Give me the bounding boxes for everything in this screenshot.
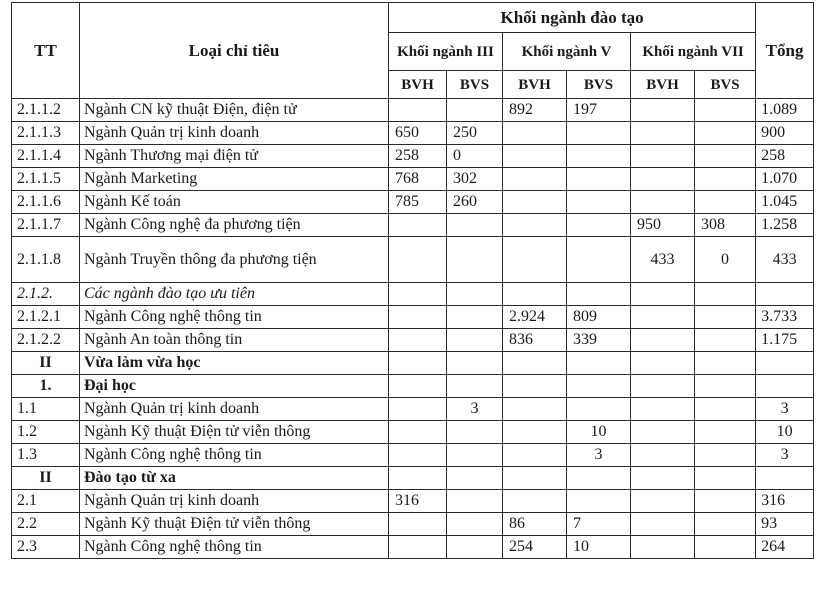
row-name: Ngành Kỹ thuật Điện tử viễn thông — [80, 513, 389, 536]
row-value — [447, 283, 503, 306]
row-value — [695, 283, 756, 306]
row-total: 1.175 — [756, 329, 814, 352]
enrollment-quota-table — [11, 2, 814, 559]
row-total: 10 — [756, 421, 814, 444]
row-value — [389, 329, 447, 352]
table-row — [12, 421, 814, 444]
row-tt: 2.1 — [12, 490, 80, 513]
row-value — [389, 99, 447, 122]
row-value — [447, 490, 503, 513]
row-value: 7 — [567, 513, 631, 536]
row-value — [631, 122, 695, 145]
row-value — [389, 214, 447, 237]
row-value — [447, 352, 503, 375]
row-value — [503, 237, 567, 283]
row-value — [695, 329, 756, 352]
row-value — [503, 375, 567, 398]
row-total: 258 — [756, 145, 814, 168]
row-value — [389, 306, 447, 329]
row-total — [756, 283, 814, 306]
row-value — [695, 191, 756, 214]
row-tt: 2.2 — [12, 513, 80, 536]
row-total: 316 — [756, 490, 814, 513]
row-value — [631, 329, 695, 352]
row-value — [389, 536, 447, 559]
row-name: Ngành Công nghệ thông tin — [80, 444, 389, 467]
row-value — [631, 168, 695, 191]
row-name: Ngành Kế toán — [80, 191, 389, 214]
row-value — [567, 145, 631, 168]
row-tt: 2.1.1.2 — [12, 99, 80, 122]
row-value: 950 — [631, 214, 695, 237]
row-value — [447, 237, 503, 283]
row-tt: 2.1.1.8 — [12, 237, 80, 283]
header-bvs-1: BVS — [447, 71, 503, 99]
row-value — [503, 421, 567, 444]
row-tt: 1.3 — [12, 444, 80, 467]
table-row — [12, 306, 814, 329]
table-row — [12, 237, 814, 283]
row-value — [503, 444, 567, 467]
row-value: 809 — [567, 306, 631, 329]
row-value — [567, 191, 631, 214]
row-value — [631, 306, 695, 329]
row-value — [447, 444, 503, 467]
row-value — [503, 352, 567, 375]
row-value — [389, 352, 447, 375]
header-loai-chi-tieu: Loại chỉ tiêu — [80, 3, 389, 99]
row-value: 86 — [503, 513, 567, 536]
row-value: 3 — [447, 398, 503, 421]
row-tt: II — [12, 467, 80, 490]
row-value: 768 — [389, 168, 447, 191]
row-total — [756, 375, 814, 398]
enrollment-table-container — [11, 2, 814, 559]
row-value — [631, 145, 695, 168]
row-total — [756, 352, 814, 375]
row-value: 785 — [389, 191, 447, 214]
row-value — [631, 352, 695, 375]
row-value — [503, 467, 567, 490]
row-value — [447, 467, 503, 490]
row-total: 3 — [756, 444, 814, 467]
table-row — [12, 352, 814, 375]
table-row — [12, 145, 814, 168]
row-value — [503, 191, 567, 214]
table-row — [12, 375, 814, 398]
row-value — [389, 513, 447, 536]
row-value — [447, 214, 503, 237]
row-tt: II — [12, 352, 80, 375]
row-value — [389, 237, 447, 283]
row-value: 10 — [567, 421, 631, 444]
row-value — [447, 536, 503, 559]
row-value: 254 — [503, 536, 567, 559]
row-value — [503, 490, 567, 513]
row-value — [389, 467, 447, 490]
row-value: 250 — [447, 122, 503, 145]
row-value — [447, 421, 503, 444]
row-value — [631, 375, 695, 398]
row-total: 3.733 — [756, 306, 814, 329]
table-row — [12, 283, 814, 306]
row-value — [567, 398, 631, 421]
row-value: 0 — [695, 237, 756, 283]
row-value — [695, 467, 756, 490]
row-value — [695, 444, 756, 467]
row-value — [389, 283, 447, 306]
row-value: 836 — [503, 329, 567, 352]
row-tt: 1. — [12, 375, 80, 398]
row-value — [503, 398, 567, 421]
row-name: Ngành Công nghệ đa phương tiện — [80, 214, 389, 237]
row-tt: 2.1.2.2 — [12, 329, 80, 352]
row-tt: 2.1.1.4 — [12, 145, 80, 168]
row-value — [567, 352, 631, 375]
row-value: 308 — [695, 214, 756, 237]
row-name: Ngành Marketing — [80, 168, 389, 191]
row-tt: 2.1.1.3 — [12, 122, 80, 145]
table-row — [12, 398, 814, 421]
row-value: 197 — [567, 99, 631, 122]
row-value: 258 — [389, 145, 447, 168]
row-value — [567, 214, 631, 237]
row-total: 3 — [756, 398, 814, 421]
header-tong: Tổng — [756, 3, 814, 99]
row-value — [567, 122, 631, 145]
row-name: Ngành Quản trị kinh doanh — [80, 398, 389, 421]
table-row — [12, 444, 814, 467]
table-row — [12, 329, 814, 352]
row-tt: 2.1.1.7 — [12, 214, 80, 237]
row-value — [567, 168, 631, 191]
row-total: 1.045 — [756, 191, 814, 214]
table-row — [12, 214, 814, 237]
header-bvs-3: BVS — [695, 71, 756, 99]
header-group-vii: Khối ngành VII — [631, 33, 756, 71]
table-row — [12, 191, 814, 214]
row-value — [695, 536, 756, 559]
row-value — [503, 168, 567, 191]
row-value — [631, 421, 695, 444]
header-tt: TT — [12, 3, 80, 99]
table-row — [12, 467, 814, 490]
row-value — [447, 375, 503, 398]
header-group-iii: Khối ngành III — [389, 33, 503, 71]
row-value: 0 — [447, 145, 503, 168]
table-body — [12, 99, 814, 559]
row-value: 260 — [447, 191, 503, 214]
table-row — [12, 490, 814, 513]
row-tt: 1.1 — [12, 398, 80, 421]
row-value: 650 — [389, 122, 447, 145]
row-total: 1.070 — [756, 168, 814, 191]
row-total: 900 — [756, 122, 814, 145]
row-value — [447, 513, 503, 536]
row-name: Ngành Kỹ thuật Điện tử viễn thông — [80, 421, 389, 444]
row-value — [631, 398, 695, 421]
row-value — [695, 398, 756, 421]
row-value — [631, 513, 695, 536]
row-total: 264 — [756, 536, 814, 559]
row-name: Vừa làm vừa học — [80, 352, 389, 375]
row-value — [695, 490, 756, 513]
row-name: Ngành CN kỹ thuật Điện, điện tử — [80, 99, 389, 122]
row-value — [631, 99, 695, 122]
row-name: Ngành Quản trị kinh doanh — [80, 490, 389, 513]
row-total: 433 — [756, 237, 814, 283]
row-name: Đào tạo từ xa — [80, 467, 389, 490]
row-name: Ngành An toàn thông tin — [80, 329, 389, 352]
row-value — [567, 375, 631, 398]
row-value — [631, 444, 695, 467]
row-tt: 2.3 — [12, 536, 80, 559]
header-bvh-1: BVH — [389, 71, 447, 99]
row-value: 3 — [567, 444, 631, 467]
header-group-v: Khối ngành V — [503, 33, 631, 71]
row-value: 10 — [567, 536, 631, 559]
row-name: Ngành Công nghệ thông tin — [80, 306, 389, 329]
row-value — [389, 398, 447, 421]
row-total: 1.089 — [756, 99, 814, 122]
row-tt: 2.1.1.6 — [12, 191, 80, 214]
header-bvh-2: BVH — [503, 71, 567, 99]
row-value — [389, 421, 447, 444]
table-row — [12, 122, 814, 145]
row-tt: 2.1.2. — [12, 283, 80, 306]
row-value — [567, 490, 631, 513]
row-value: 339 — [567, 329, 631, 352]
row-value — [695, 352, 756, 375]
row-value — [695, 145, 756, 168]
header-khoi-nganh: Khối ngành đào tạo — [389, 3, 756, 33]
row-value — [447, 329, 503, 352]
row-value — [503, 214, 567, 237]
row-value — [567, 467, 631, 490]
row-value — [567, 283, 631, 306]
table-row — [12, 513, 814, 536]
row-total — [756, 467, 814, 490]
row-value — [631, 467, 695, 490]
row-value — [695, 513, 756, 536]
row-tt: 2.1.2.1 — [12, 306, 80, 329]
row-value — [389, 375, 447, 398]
row-name: Đại học — [80, 375, 389, 398]
row-name: Các ngành đào tạo ưu tiên — [80, 283, 389, 306]
row-value — [567, 237, 631, 283]
row-value — [695, 421, 756, 444]
row-value — [631, 536, 695, 559]
table-row — [12, 168, 814, 191]
row-value: 316 — [389, 490, 447, 513]
row-name: Ngành Quản trị kinh doanh — [80, 122, 389, 145]
row-value — [447, 306, 503, 329]
row-value — [503, 145, 567, 168]
row-name: Ngành Công nghệ thông tin — [80, 536, 389, 559]
row-tt: 1.2 — [12, 421, 80, 444]
row-tt: 2.1.1.5 — [12, 168, 80, 191]
row-value: 892 — [503, 99, 567, 122]
row-value — [695, 168, 756, 191]
row-value — [389, 444, 447, 467]
row-value — [695, 375, 756, 398]
table-row — [12, 99, 814, 122]
row-value — [631, 191, 695, 214]
table-row — [12, 536, 814, 559]
row-value: 302 — [447, 168, 503, 191]
row-total: 93 — [756, 513, 814, 536]
row-value — [631, 490, 695, 513]
header-bvs-2: BVS — [567, 71, 631, 99]
row-name: Ngành Truyền thông đa phương tiện — [80, 237, 389, 283]
row-total: 1.258 — [756, 214, 814, 237]
row-value — [695, 122, 756, 145]
row-value: 2.924 — [503, 306, 567, 329]
row-value — [503, 283, 567, 306]
row-value — [503, 122, 567, 145]
row-value — [695, 99, 756, 122]
row-value: 433 — [631, 237, 695, 283]
row-name: Ngành Thương mại điện tử — [80, 145, 389, 168]
row-value — [695, 306, 756, 329]
header-bvh-3: BVH — [631, 71, 695, 99]
row-value — [447, 99, 503, 122]
row-value — [631, 283, 695, 306]
